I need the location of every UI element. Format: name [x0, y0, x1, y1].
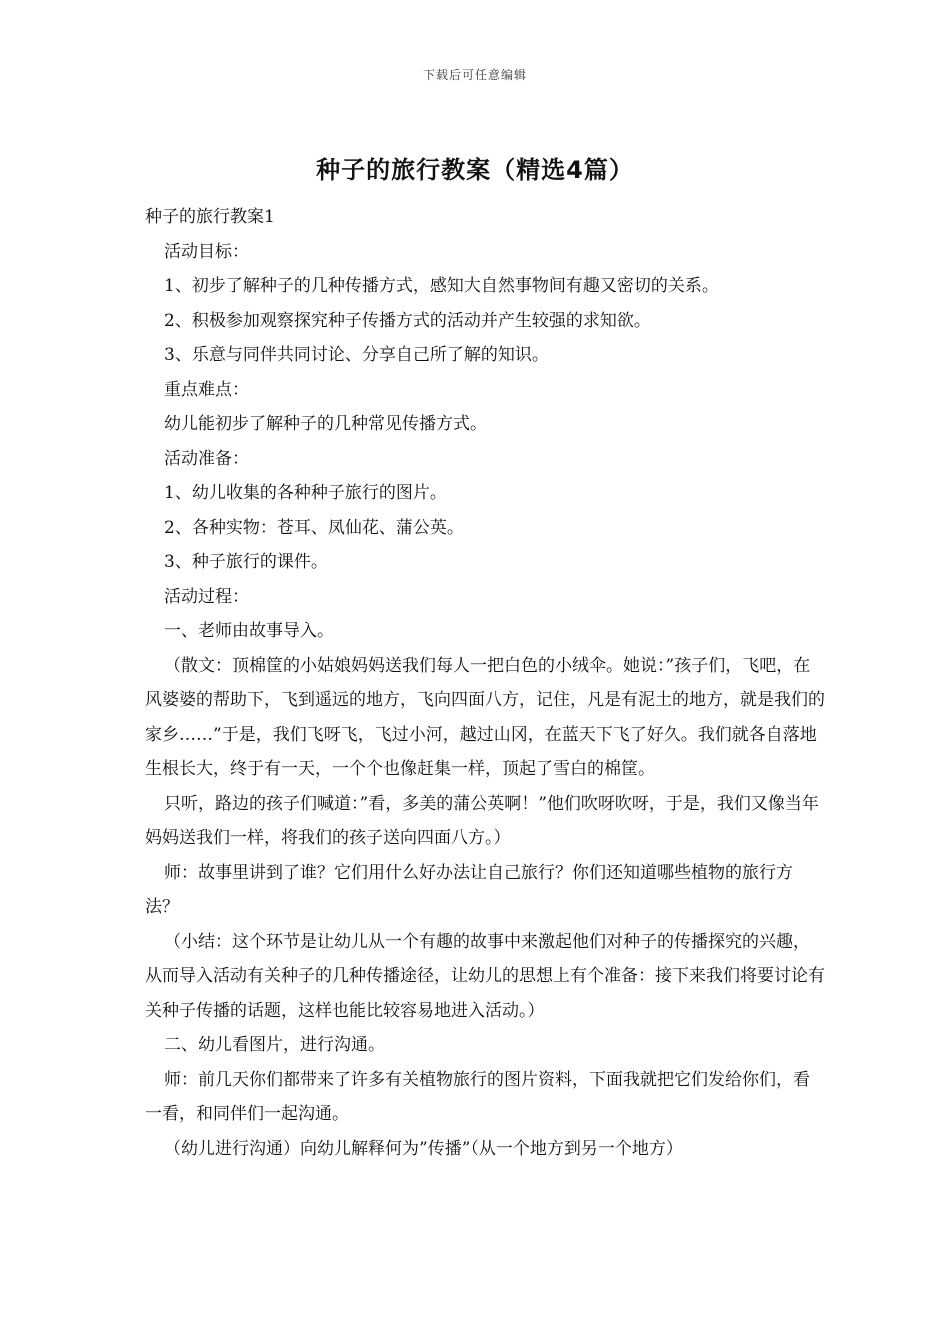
paragraph: 幼儿能初步了解种子的几种常见传播方式。	[164, 414, 487, 434]
paragraph: 活动过程：	[164, 586, 249, 607]
paragraph: 1、初步了解种子的几种传播方式，感知大自然事物间有趣又密切的关系。	[164, 276, 719, 296]
paragraph: 二、幼儿看图片，进行沟通。	[164, 1035, 385, 1055]
header-note: 下载后可任意编辑	[422, 68, 527, 82]
paragraph: 活动准备：	[164, 448, 249, 469]
paragraph: 重点难点：	[164, 379, 249, 400]
paragraph: 1、幼儿收集的各种种子旅行的图片。	[164, 483, 447, 503]
paragraph: 师：前几天你们都带来了许多有关植物旅行的图片资料，下面我就把它们发给你们，看一看，和同伴们一起沟通。	[145, 1069, 810, 1124]
paragraph: 一、老师由故事导入。	[164, 621, 334, 641]
paragraph: （幼儿进行沟通）向幼儿解释何为”传播”（从一个地方到另一个地方）	[164, 1138, 683, 1159]
paragraph: 只听，路边的孩子们喊道：”看，多美的蒲公英啊！”他们吹呀吹呀，于是，我们又像当年妈妈送我们一样，将我们的孩子送向四面八方。）	[145, 793, 819, 848]
paragraph: 活动目标：	[164, 241, 249, 262]
paragraph: 2、积极参加观察探究种子传播方式的活动并产生较强的求知欲。	[164, 310, 651, 331]
paragraph: 3、乐意与同伴共同讨论、分享自己所了解的知识。	[164, 345, 549, 365]
document-body	[145, 200, 825, 1166]
paragraph: 师：故事里讲到了谁？它们用什么好办法让自己旅行？你们还知道哪些植物的旅行方法？	[145, 862, 793, 917]
paragraph: 3、种子旅行的课件。	[164, 552, 328, 572]
paragraph: （散文：顶棉筐的小姑娘妈妈送我们每人一把白色的小绒伞。她说：”孩子们，飞吧，在风婆婆的帮助下，飞到遥远的地方，飞向四面八方，记住，凡是有泥土的地方，就是我们的家乡……”于是，我们飞呀飞，飞过小河，越过山冈，在蓝天下飞了好久。我们就各自落地生根长大，终于有一天，一个个也像赶集一样，顶起了雪白的棉筐。	[145, 655, 825, 779]
document-title: 种子的旅行教案（精选4篇）	[316, 156, 634, 184]
section-heading: 种子的旅行教案1	[145, 207, 275, 227]
paragraph: 2、各种实物：苍耳、凤仙花、蒲公英。	[164, 517, 464, 538]
paragraph: （小结：这个环节是让幼儿从一个有趣的故事中来激起他们对种子的传播探究的兴趣，从而导入活动有关种子的几种传播途径，让幼儿的思想上有个准备：接下来我们将要讨论有关种子传播的话题，这样也能比较容易地进入活动。）	[145, 931, 825, 1021]
